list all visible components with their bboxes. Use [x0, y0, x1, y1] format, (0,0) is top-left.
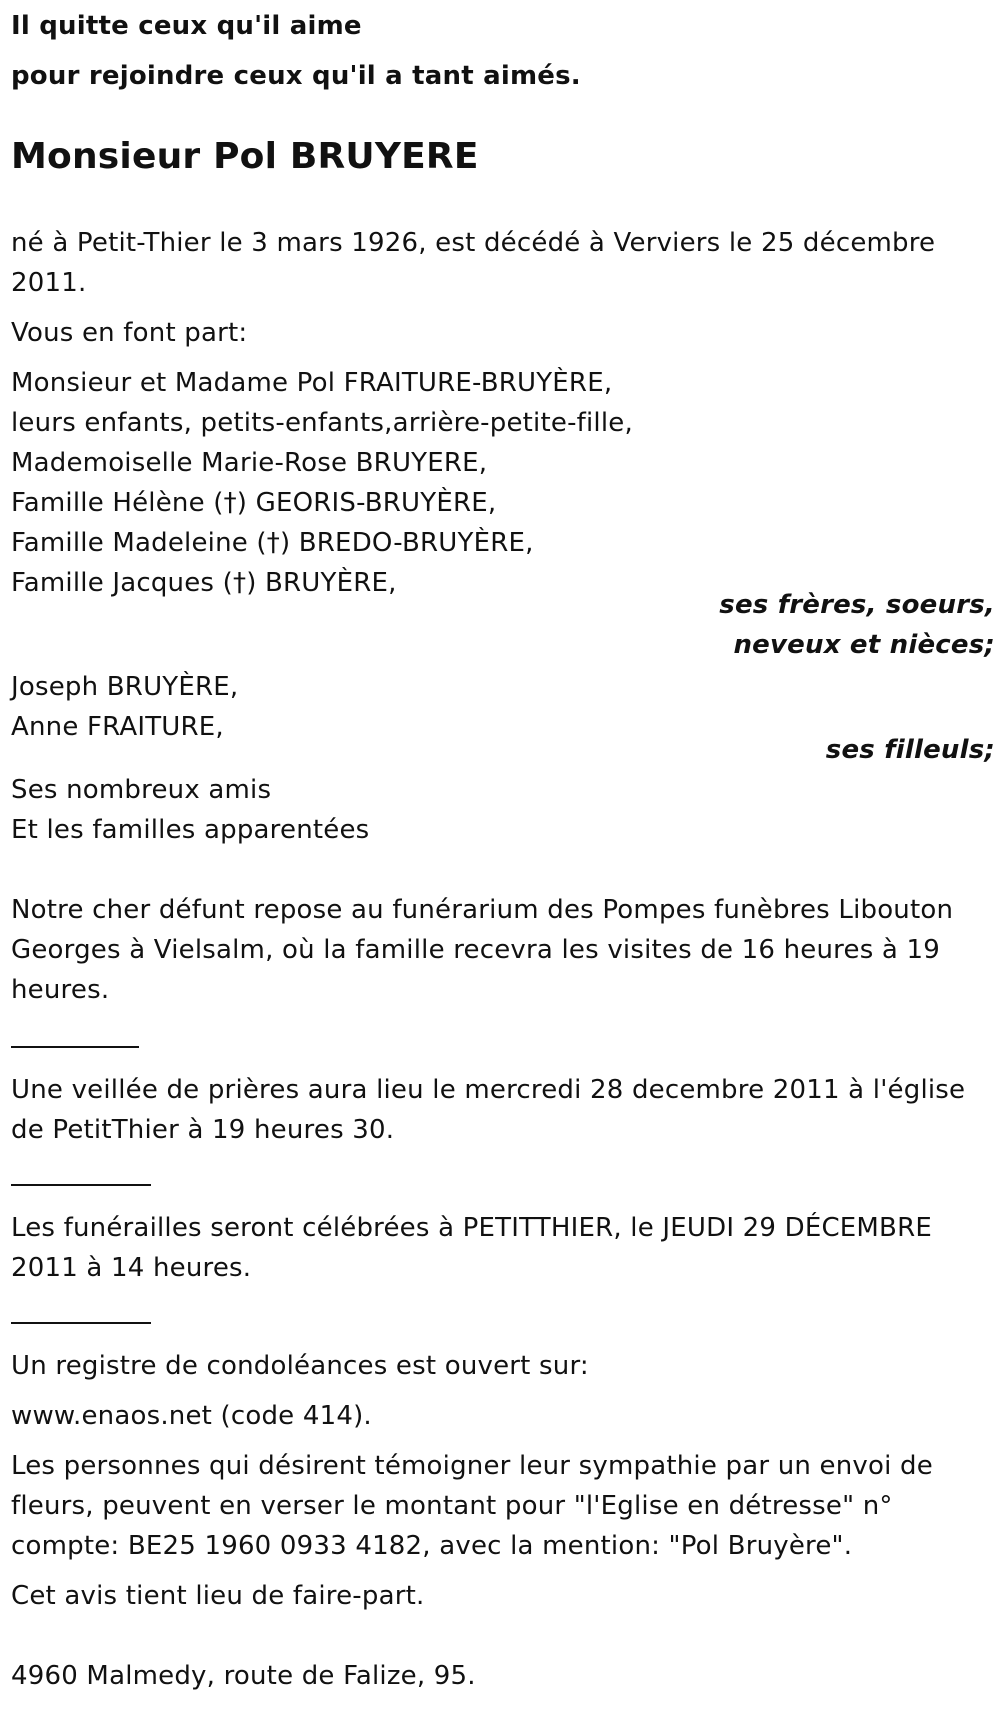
family-role-line-2: neveux et nièces; — [733, 630, 995, 660]
funeral-line: 2011 à 14 heures. — [11, 1253, 252, 1283]
others-line: Et les familles apparentées — [11, 815, 370, 845]
birth-death-line-2: 2011. — [11, 268, 87, 298]
separator-line — [11, 1046, 139, 1048]
quote-line-1: Il quitte ceux qu'il aime — [11, 11, 362, 41]
flowers-line: compte: BE25 1960 0933 4182, avec la mention: "Pol Bruyère". — [11, 1531, 853, 1561]
separator-line — [11, 1184, 151, 1186]
announce-label: Vous en font part: — [11, 318, 248, 348]
registry-label: Un registre de condoléances est ouvert sur: — [11, 1351, 589, 1381]
flowers-line: Les personnes qui désirent témoigner leur sympathie par un envoi de — [11, 1451, 933, 1481]
quote-line-2: pour rejoindre ceux qu'il a tant aimés. — [11, 61, 581, 91]
family-line: Mademoiselle Marie-Rose BRUYERE, — [11, 448, 488, 478]
others-line: Ses nombreux amis — [11, 775, 272, 805]
family-line: Monsieur et Madame Pol FRAITURE-BRUYÈRE, — [11, 368, 613, 398]
flowers-line: fleurs, peuvent en verser le montant pour "l'Eglise en détresse" n° — [11, 1491, 893, 1521]
godchild-line: Joseph BRUYÈRE, — [11, 672, 239, 702]
registry-url: www.enaos.net (code 414). — [11, 1401, 372, 1431]
family-line: Famille Jacques (†) BRUYÈRE, — [11, 568, 397, 598]
vigil-line: de PetitThier à 19 heures 30. — [11, 1115, 395, 1145]
notice-line: Cet avis tient lieu de faire-part. — [11, 1581, 425, 1611]
birth-death-line-1: né à Petit-Thier le 3 mars 1926, est décédé à Verviers le 25 décembre — [11, 228, 936, 258]
family-line: leurs enfants, petits-enfants,arrière-petite-fille, — [11, 408, 633, 438]
family-role-line-1: ses frères, soeurs, — [719, 590, 995, 620]
godchildren-role: ses filleuls; — [825, 735, 995, 765]
repose-line: heures. — [11, 975, 110, 1005]
family-line: Famille Hélène (†) GEORIS-BRUYÈRE, — [11, 488, 497, 518]
deceased-name-title: Monsieur Pol BRUYERE — [11, 136, 479, 177]
godchild-line: Anne FRAITURE, — [11, 712, 224, 742]
family-line: Famille Madeleine (†) BREDO-BRUYÈRE, — [11, 528, 534, 558]
funeral-line: Les funérailles seront célébrées à PETITTHIER, le JEUDI 29 DÉCEMBRE — [11, 1213, 932, 1243]
repose-line: Georges à Vielsalm, où la famille recevra les visites de 16 heures à 19 — [11, 935, 940, 965]
vigil-line: Une veillée de prières aura lieu le mercredi 28 decembre 2011 à l'église — [11, 1075, 966, 1105]
address-line: 4960 Malmedy, route de Falize, 95. — [11, 1661, 476, 1691]
repose-line: Notre cher défunt repose au funérarium des Pompes funèbres Libouton — [11, 895, 954, 925]
separator-line — [11, 1322, 151, 1324]
